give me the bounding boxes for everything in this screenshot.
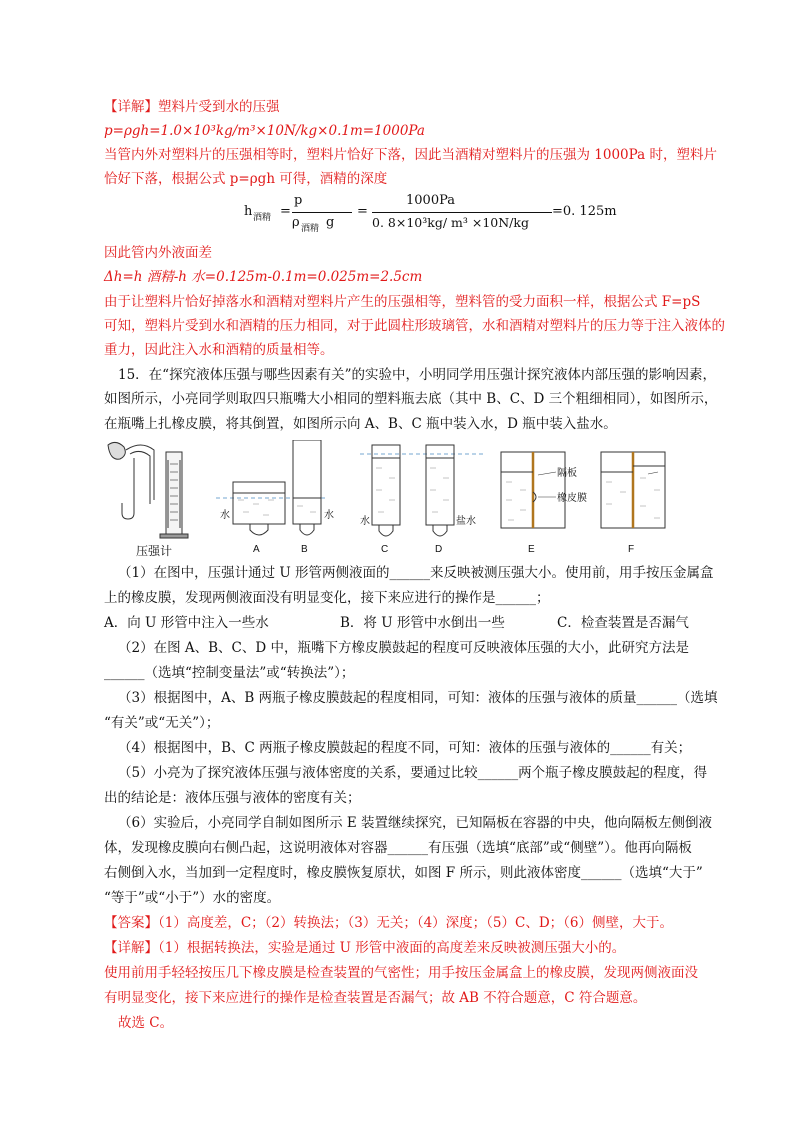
membrane-label: 橡皮膜 <box>557 493 587 504</box>
paragraph-line: 因此管内外液面差 <box>104 245 212 261</box>
detail2-line: 有明显变化，接下来应进行的操作是检查装置是否漏气；故 AB 不符合题意，C 符合题意。 <box>104 990 647 1006</box>
bottle-c <box>372 445 400 536</box>
label-f: F <box>628 544 635 555</box>
container-f <box>601 452 665 528</box>
water-label-c: 水 <box>360 516 370 527</box>
formula-num2: 1000Pa <box>406 193 455 208</box>
paragraph-line: 由于让塑料片恰好掉落水和酒精对塑料片产生的压强相等，塑料管的受力面积一样，根据公式 F=pS <box>104 294 701 310</box>
label-c: C <box>381 544 389 555</box>
water-label-a: 水 <box>220 510 230 521</box>
formula-result: =0. 125m <box>552 204 617 219</box>
formula-den1: ρ <box>292 215 300 230</box>
option-a: A．向 U 形管中注入一些水 <box>104 615 269 631</box>
detail2-line: 使用前用手轻轻按压几下橡皮膜是检查装置的气密性；用手按压金属盒上的橡皮膜，发现两侧液面没 <box>104 965 698 981</box>
paragraph-line: 恰好下落，根据公式 p=ρgh 可得，酒精的深度 <box>104 171 388 187</box>
detail2-text: （1）根据转换法，实验是通过 U 形管中液面的高度差来反映被测压强大小的。 <box>158 940 626 956</box>
label-e: E <box>528 544 535 555</box>
depth-diff-equation: Δh=h 酒精-h 水=0.125m-0.1m=0.025m=2.5cm <box>104 269 423 285</box>
option-c: C．检查装置是否漏气 <box>557 615 689 631</box>
answer-text: （1）高度差，C；（2）转换法；（3）无关；（4）深度；（5）C、D；（6）侧壁，大于。 <box>158 915 674 931</box>
salt-water-label: 盐水 <box>456 516 476 527</box>
question-line: 如图所示，小亮同学则取四只瓶嘴大小相同的塑料瓶去底（其中 B、C、D 三个粗细相同），如图所示， <box>104 391 718 407</box>
question-line: 在瓶嘴上扎橡皮膜，将其倒置，如图所示向 A、B、C 瓶中装入水，D 瓶中装入盐水。 <box>104 416 617 432</box>
container-e <box>501 452 565 528</box>
label-a: A <box>253 544 260 555</box>
subquestion-5-cont: 出的结论是：液体压强与液体的密度有关； <box>104 790 361 806</box>
subquestion-3: （3）根据图中，A、B 两瓶子橡皮膜鼓起的程度相同，可知：液体的压强与液体的质量______（选填 <box>118 690 718 706</box>
depth-formula: h 酒精 = p ρ 酒精 g = 1000Pa 0. 8×10³kg/ m³ ×10N/kg =0. 125m <box>244 193 617 234</box>
question-line: 15．在“探究液体压强与哪些因素有关”的实验中，小明同学用压强计探究液体内部压强的影响因素， <box>118 367 716 383</box>
subquestion-5: （5）小亮为了探究液体压强与液体密度的关系，要通过比较______两个瓶子橡皮膜鼓起的程度，得 <box>118 765 708 781</box>
detail-heading <box>104 97 280 117</box>
detail-text: 塑料片受到水的压强 <box>158 99 280 115</box>
paragraph-line: 当管内外对塑料片的压强相等时，塑料片恰好下落，因此当酒精对塑料片的压强为 1000Pa 时，塑料片 <box>104 147 717 163</box>
subquestion-2: （2）在图 A、B、C、D 中，瓶嘴下方橡皮膜鼓起的程度可反映液体压强的大小，此研究方法是 <box>118 640 689 656</box>
paragraph-line: 重力，因此注入水和酒精的质量相等。 <box>104 342 334 358</box>
formula-lhs: h <box>244 204 253 219</box>
label-d: D <box>435 544 443 555</box>
subquestion-1-cont: 上的橡皮膜，发现两侧液面没有明显变化，接下来应进行的操作是______； <box>104 590 550 606</box>
bottle-d <box>426 445 454 536</box>
subquestion-6-cont: “等于”或“小于”）水的密度。 <box>104 890 281 906</box>
paragraph-line: 可知，塑料片受到水和酒精的压力相同，对于此圆柱形玻璃管，水和酒精对塑料片的压力等于注入液体的 <box>104 318 725 334</box>
pressure-gauge <box>108 442 188 538</box>
gauge-label: 压强计 <box>136 544 173 558</box>
formula-num1: p <box>294 193 303 208</box>
option-b: B．将 U 形管中水倒出一些 <box>340 615 505 631</box>
subquestion-4: （4）根据图中，B、C 两瓶子橡皮膜鼓起的程度不同，可知：液体的压强与液体的______有关； <box>118 740 692 756</box>
label-b: B <box>301 544 308 555</box>
detail2-conclusion: 故选 C。 <box>118 1015 174 1031</box>
subquestion-3-cont: “有关”或“无关”）； <box>104 715 220 731</box>
detail-label: 【详解】 <box>104 99 158 115</box>
pressure-equation: p=ρgh=1.0×10³kg/m³×10N/kg×0.1m=1000Pa <box>104 123 425 139</box>
partition-label: 隔板 <box>557 468 577 479</box>
subquestion-1: （1）在图中，压强计通过 U 形管两侧液面的______来反映被测压强大小。使用前，用手按压金属盒 <box>118 565 714 581</box>
subquestion-6-cont: 体，发现橡皮膜向右侧凸起，这说明液体对容器______有压强（选填“底部”或“侧壁”）。他再向隔板 <box>104 840 692 856</box>
answer-line <box>104 913 673 933</box>
detail2-heading <box>104 938 625 958</box>
bottle-a <box>233 482 285 535</box>
formula-den1-sub: 酒精 <box>301 224 320 234</box>
formula-lhs-sub: 酒精 <box>253 213 272 223</box>
subquestion-6: （6）实验后，小亮同学自制如图所示 E 装置继续探究，已知隔板在容器的中央，他向隔板左侧倒液 <box>118 815 713 831</box>
water-label-b: 水 <box>324 510 334 521</box>
formula-den1-tail: g <box>326 215 335 230</box>
formula-den2: 0. 8×10³kg/ m³ ×10N/kg <box>372 215 529 230</box>
bottle-b <box>293 440 321 535</box>
experiment-figure <box>98 440 678 560</box>
subquestion-2-cont: ______（选填“控制变量法”或“转换法”）； <box>104 665 355 681</box>
subquestion-6-cont: 右侧倒入水，当加到一定程度时，橡皮膜恢复原状，如图 F 所示，则此液体密度______（选填“大于” <box>104 865 703 881</box>
detail2-label: 【详解】 <box>104 940 158 956</box>
answer-label: 【答案】 <box>104 915 158 931</box>
